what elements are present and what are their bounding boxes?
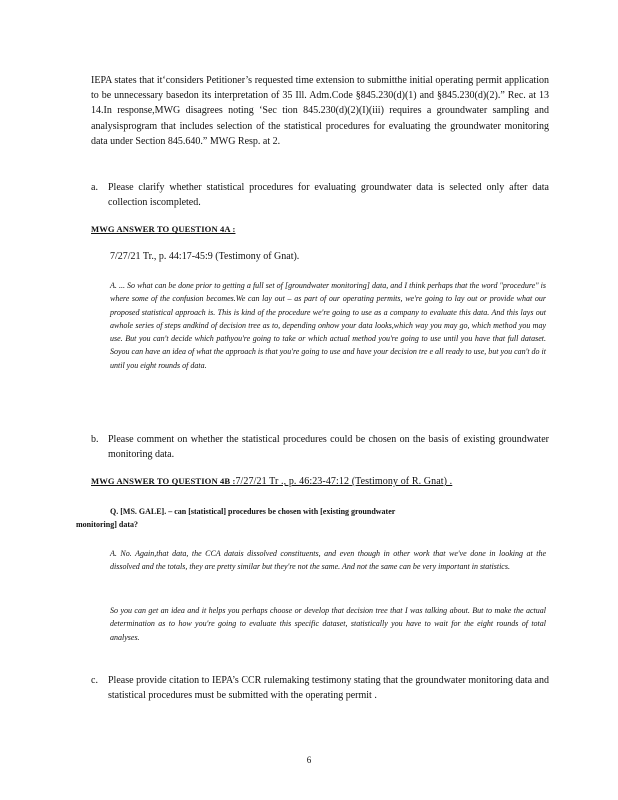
question-c-marker: c. (91, 675, 98, 686)
question-b-marker: b. (91, 434, 99, 445)
answer-4b-quote-1: A. No. Again,that data, the CCA datais dissolved constituents, and even though in other work that we've done in looking at the dissolved and the totals, they are pretty similar but they're not the same. And not the same can be very important in statistics. (110, 549, 546, 572)
answer-4a-quote: A. ... So what can be done prior to getting a full set of [groundwater monitoring] data, and I think perhaps that the word "procedure" is where some of the confusion becomes.We can lay out – as part of our operating permits, we're going to lay out or provide what our proposed statistical approach is. This is kind of the procedure we're going to use as a company to evaluate this data. And this lays out awhole series of steps andkind of decision tree as to, depending onhow your data looks,which way you may go, which method you may use. But you can't decide which pathyou're going to take or which actual method you're going to use until you have that full dataset. Soyou can have an idea of what the approach is that you're going to use and have your decision tre e all ready to use, but you can't do it until you eight rounds of data. (110, 281, 546, 370)
question-c (91, 673, 549, 703)
answer-4b-quote-2: So you can get an idea and it helps you perhaps choose or develop that decision tree that I was talking about. But to make the actual determination as to how you're going to evaluate this specific dataset, statistically you have to wait for the eight rounds of total analyses. (110, 606, 546, 642)
answer-4b-question-line2: monitoring] data? (76, 520, 138, 529)
question-a-text: Please clarify whether statistical procedures for evaluating groundwater data is selected only after data collection iscompleted. (108, 182, 549, 209)
question-c-text: Please provide citation to IEPA’s CCR rulemaking testimony stating that the groundwater monitoring data and statistical procedures must be submitted with the operating permit . (108, 675, 549, 702)
answer-4b-question-line1: Q. [MS. GALE]. – can [statistical] procedures be chosen with [existing groundwater (110, 507, 396, 516)
intro-paragraph: IEPA states that it‘considers Petitioner’s requested time extension to submitthe initial operating permit application to be unnecessary basedon its interpretation of 35 Ill. Adm.Code §845.230(d)(1) and §845.230(d)(2).” Rec. at 13 14.In response,MWG disagrees noting ‘Sec tion 845.230(d)(2)(I)(iii) requires a groundwater sampling and analysisprogram that includes selection of the statistical procedures for evaluating the groundwater monitoring data under Section 845.640.” MWG Resp. at 2. (91, 75, 549, 147)
page-number: 6 (306, 755, 312, 765)
answer-4b-heading: MWG ANSWER TO QUESTION 4B : (91, 476, 236, 486)
answer-4b-heading-line (91, 476, 452, 487)
answer-4a-heading: MWG ANSWER TO QUESTION 4A : (91, 224, 236, 234)
question-b-text: Please comment on whether the statistical procedures could be chosen on the basis of existing groundwater monitoring data. (108, 434, 549, 461)
question-b (91, 432, 549, 462)
question-a (91, 180, 549, 210)
question-a-marker: a. (91, 182, 98, 193)
answer-4b-citation: 7/27/21 Tr ., p. 46:23-47:12 (Testimony of R. Gnat) . (235, 476, 453, 487)
answer-4a-citation: 7/27/21 Tr., p. 44:17-45:9 (Testimony of Gnat). (110, 251, 300, 262)
answer-4b-question (76, 505, 514, 531)
